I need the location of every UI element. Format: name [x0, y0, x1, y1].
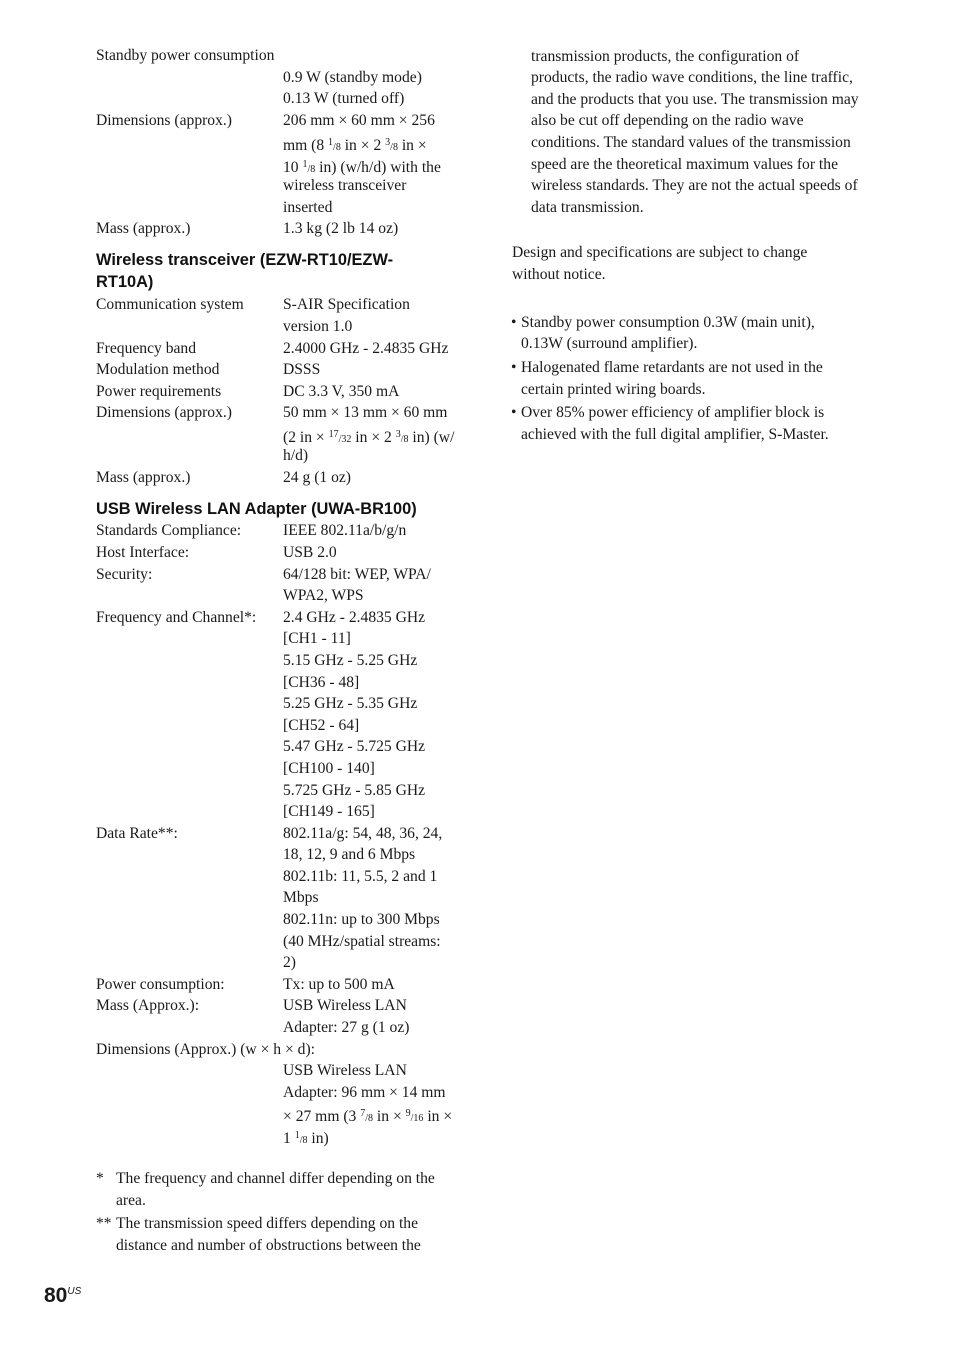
frequency-band-label: Frequency band — [96, 340, 197, 357]
frequency-band-value: 2.4000 GHz - 2.4835 GHz — [283, 340, 449, 357]
continued-footnote-line: also be cut off depending on the radio wave — [531, 112, 804, 129]
data-rate-value: 802.11n: up to 300 Mbps — [283, 911, 440, 928]
security-label: Security: — [96, 566, 153, 583]
comm-system-label: Communication system — [96, 296, 244, 313]
security-value: 64/128 bit: WEP, WPA/ — [283, 566, 431, 583]
continued-footnote-line: and the products that you use. The transmission may — [531, 91, 859, 108]
freq-channel-value: [CH149 - 165] — [283, 803, 375, 820]
freq-channel-value: 2.4 GHz - 2.4835 GHz — [283, 609, 426, 626]
transceiver-dimensions-value: h/d) — [283, 447, 309, 464]
continued-footnote-line: data transmission. — [531, 199, 644, 216]
freq-channel-value: [CH52 - 64] — [283, 717, 360, 734]
power-requirements-value: DC 3.3 V, 350 mA — [283, 383, 400, 400]
host-interface-label: Host Interface: — [96, 544, 190, 561]
usb-mass-value: Adapter: 27 g (1 oz) — [283, 1019, 410, 1036]
usb-mass-value: USB Wireless LAN — [283, 997, 407, 1014]
continued-footnote-line: speed are the theoretical maximum values for the — [531, 156, 838, 173]
bullet-text: certain printed wiring boards. — [521, 381, 706, 398]
dimensions-value-line: 10 $^1$/8 in) (w/h/d) with the — [283, 159, 441, 176]
mass-value: 1.3 kg (2 lb 14 oz) — [283, 220, 399, 237]
transceiver-mass-value: 24 g (1 oz) — [283, 469, 351, 486]
transceiver-dimensions-label: Dimensions (approx.) — [96, 404, 232, 421]
freq-channel-value: [CH1 - 11] — [283, 630, 351, 647]
footnote-text: area. — [116, 1192, 146, 1209]
standards-label: Standards Compliance: — [96, 522, 242, 539]
footnote-text: distance and number of obstructions between the — [116, 1237, 421, 1254]
usb-adapter-heading: USB Wireless LAN Adapter (UWA-BR100) — [96, 500, 417, 518]
footnote-text: The transmission speed differs depending on the — [116, 1215, 418, 1232]
comm-system-value: version 1.0 — [283, 318, 353, 335]
standards-value: IEEE 802.11a/b/g/n — [283, 522, 407, 539]
power-consumption-value: Tx: up to 500 mA — [283, 976, 395, 993]
notice-text: Design and specifications are subject to change — [512, 244, 808, 261]
data-rate-value: 2) — [283, 954, 296, 971]
dimensions-value-line: wireless transceiver — [283, 177, 407, 194]
host-interface-value: USB 2.0 — [283, 544, 337, 561]
freq-channel-value: 5.47 GHz - 5.725 GHz — [283, 738, 426, 755]
transceiver-mass-label: Mass (approx.) — [96, 469, 191, 486]
freq-channel-value: [CH100 - 140] — [283, 760, 375, 777]
mass-label: Mass (approx.) — [96, 220, 191, 237]
footnote-mark: * — [96, 1170, 104, 1187]
usb-dimensions-value: 1 $^1$/8 in) — [283, 1130, 329, 1147]
dimensions-value-line: mm (8 $^1$/8 in × 2 $^3$/8 in × — [283, 137, 427, 154]
security-value: WPA2, WPS — [283, 587, 364, 604]
transceiver-dimensions-value: (2 in × $^{17}$/32 in × 2 $^3$/8 in) (w/ — [283, 429, 455, 446]
standby-power-value: 0.9 W (standby mode) — [283, 69, 422, 86]
turned-off-power-value: 0.13 W (turned off) — [283, 90, 405, 107]
bullet-text: 0.13W (surround amplifier). — [521, 335, 698, 352]
data-rate-value: Mbps — [283, 889, 319, 906]
usb-dimensions-value: Adapter: 96 mm × 14 mm — [283, 1084, 446, 1101]
dimensions-value-line: 206 mm × 60 mm × 256 — [283, 112, 435, 129]
notice-text: without notice. — [512, 266, 606, 283]
transceiver-heading: RT10A) — [96, 273, 154, 291]
bullet-icon: • — [511, 404, 517, 421]
transceiver-heading: Wireless transceiver (EZW-RT10/EZW- — [96, 251, 394, 269]
bullet-text: Over 85% power efficiency of amplifier block is — [521, 404, 825, 421]
freq-channel-value: 5.25 GHz - 5.35 GHz — [283, 695, 418, 712]
usb-dimensions-label: Dimensions (Approx.) (w × h × d): — [96, 1041, 315, 1058]
freq-channel-label: Frequency and Channel*: — [96, 609, 257, 626]
dimensions-label: Dimensions (approx.) — [96, 112, 232, 129]
data-rate-value: 802.11b: 11, 5.5, 2 and 1 — [283, 868, 438, 885]
bullet-icon: • — [511, 314, 517, 331]
footnote-mark: ** — [96, 1215, 112, 1232]
continued-footnote-line: transmission products, the configuration of — [531, 48, 800, 65]
bullet-icon: • — [511, 359, 517, 376]
continued-footnote-line: conditions. The standard values of the transmission — [531, 134, 851, 151]
modulation-label: Modulation method — [96, 361, 220, 378]
continued-footnote-line: products, the radio wave conditions, the line traffic, — [531, 69, 853, 86]
power-requirements-label: Power requirements — [96, 383, 222, 400]
freq-channel-value: 5.725 GHz - 5.85 GHz — [283, 782, 426, 799]
standby-power-label: Standby power consumption — [96, 47, 275, 64]
usb-dimensions-value: USB Wireless LAN — [283, 1062, 407, 1079]
power-consumption-label: Power consumption: — [96, 976, 225, 993]
data-rate-value: (40 MHz/spatial streams: — [283, 933, 441, 950]
comm-system-value: S-AIR Specification — [283, 296, 410, 313]
transceiver-dimensions-value: 50 mm × 13 mm × 60 mm — [283, 404, 448, 421]
usb-mass-label: Mass (Approx.): — [96, 997, 200, 1014]
data-rate-label: Data Rate**: — [96, 825, 178, 842]
freq-channel-value: [CH36 - 48] — [283, 674, 360, 691]
bullet-text: Standby power consumption 0.3W (main unit), — [521, 314, 815, 331]
page-number — [44, 1284, 81, 1308]
data-rate-value: 802.11a/g: 54, 48, 36, 24, — [283, 825, 443, 842]
footnote-text: The frequency and channel differ depending on the — [116, 1170, 435, 1187]
modulation-value: DSSS — [283, 361, 321, 378]
dimensions-value-line: inserted — [283, 199, 333, 216]
freq-channel-value: 5.15 GHz - 5.25 GHz — [283, 652, 418, 669]
data-rate-value: 18, 12, 9 and 6 Mbps — [283, 846, 416, 863]
page-region-suffix: US — [67, 1286, 82, 1297]
bullet-text: Halogenated flame retardants are not used in the — [521, 359, 823, 376]
page-number-value: 80 — [44, 1284, 68, 1307]
bullet-text: achieved with the full digital amplifier, S-Master. — [521, 426, 829, 443]
continued-footnote-line: wireless standards. They are not the actual speeds of — [531, 177, 858, 194]
usb-dimensions-value: × 27 mm (3 $^7$/8 in × $^9$/16 in × — [283, 1108, 453, 1125]
